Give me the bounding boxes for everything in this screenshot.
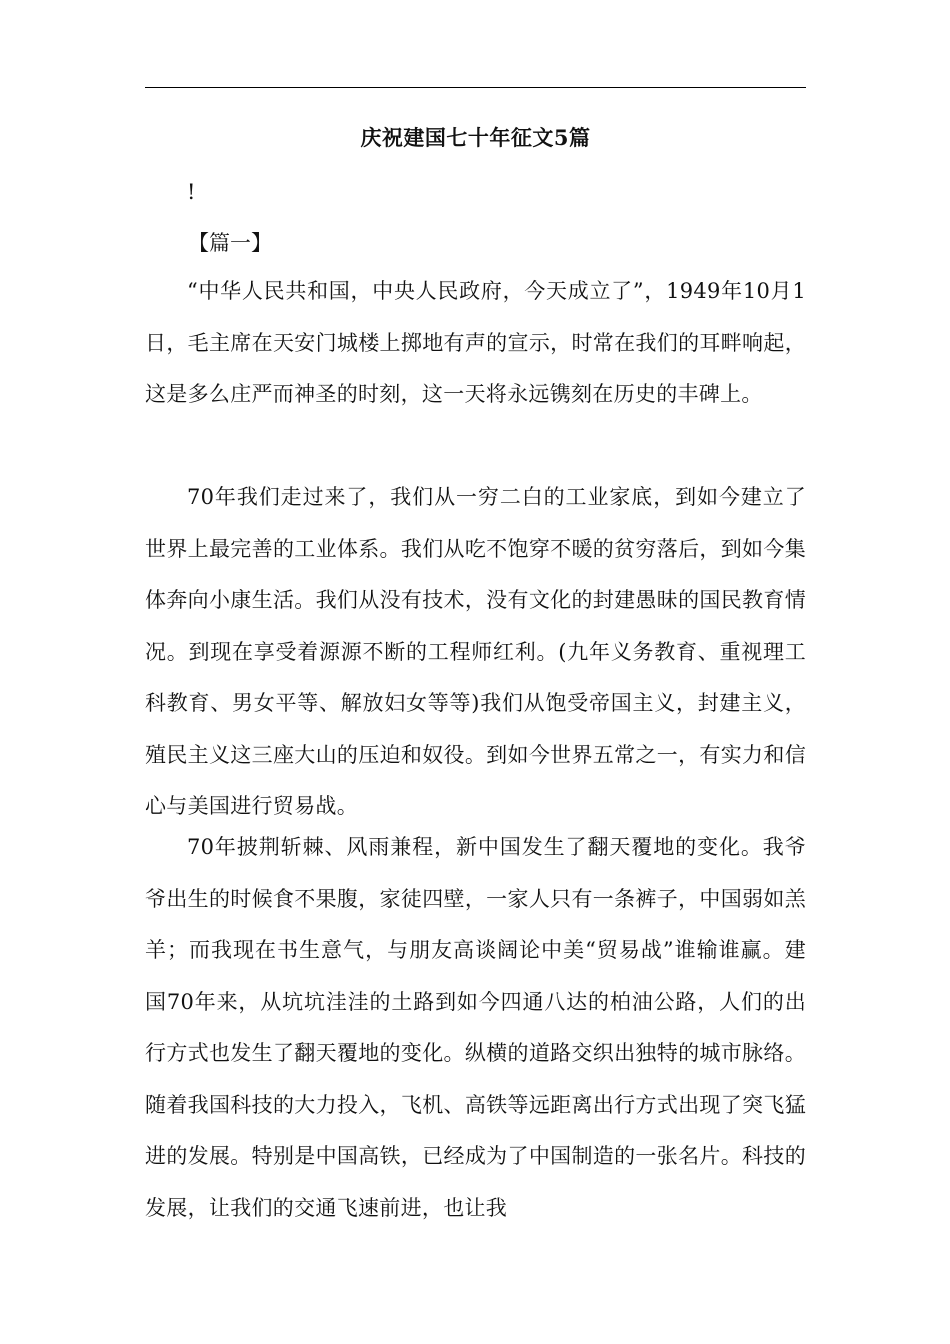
- paragraph-2: 70年我们走过来了，我们从一穷二白的工业家底，到如今建立了世界上最完善的工业体系。我们从吃不饱穿不暖的贫穷落后，到如今集体奔向小康生活。我们从没有技术，没有文化的封建愚昧的国民教育情况。到现在享受着源源不断的工程师红利。(九年义务教育、重视理工科教育、男女平等、解放妇女等等)我们从饱受帝国主义，封建主义，殖民主义这三座大山的压迫和奴役。到如今世界五常之一，有实力和信心与美国进行贸易战。: [145, 485, 806, 818]
- document-title: 庆祝建国七十年征文5篇: [360, 125, 591, 150]
- section-heading: 【篇一】: [188, 231, 272, 255]
- exclamation-mark: !: [187, 180, 196, 204]
- paragraph-3: 70年披荆斩棘、风雨兼程，新中国发生了翻天覆地的变化。我爷爷出生的时候食不果腹，家徒四壁，一家人只有一条裤子，中国弱如羔羊；而我现在书生意气，与朋友高谈阔论中美“贸易战”谁输谁赢。建国70年来，从坑坑洼洼的土路到如今四通八达的柏油公路，人们的出行方式也发生了翻天覆地的变化。纵横的道路交织出独特的城市脉络。随着我国科技的大力投入，飞机、高铁等远距离出行方式出现了突飞猛进的发展。特别是中国高铁，已经成为了中国制造的一张名片。科技的发展，让我们的交通飞速前进，也让我: [145, 835, 806, 1220]
- header-rule: [145, 87, 806, 88]
- paragraph-1: “中华人民共和国，中央人民政府，今天成立了”，1949年10月1日，毛主席在天安门城楼上掷地有声的宣示，时常在我们的耳畔响起，这是多么庄严而神圣的时刻，这一天将永远镌刻在历史的丰碑上。: [145, 279, 806, 406]
